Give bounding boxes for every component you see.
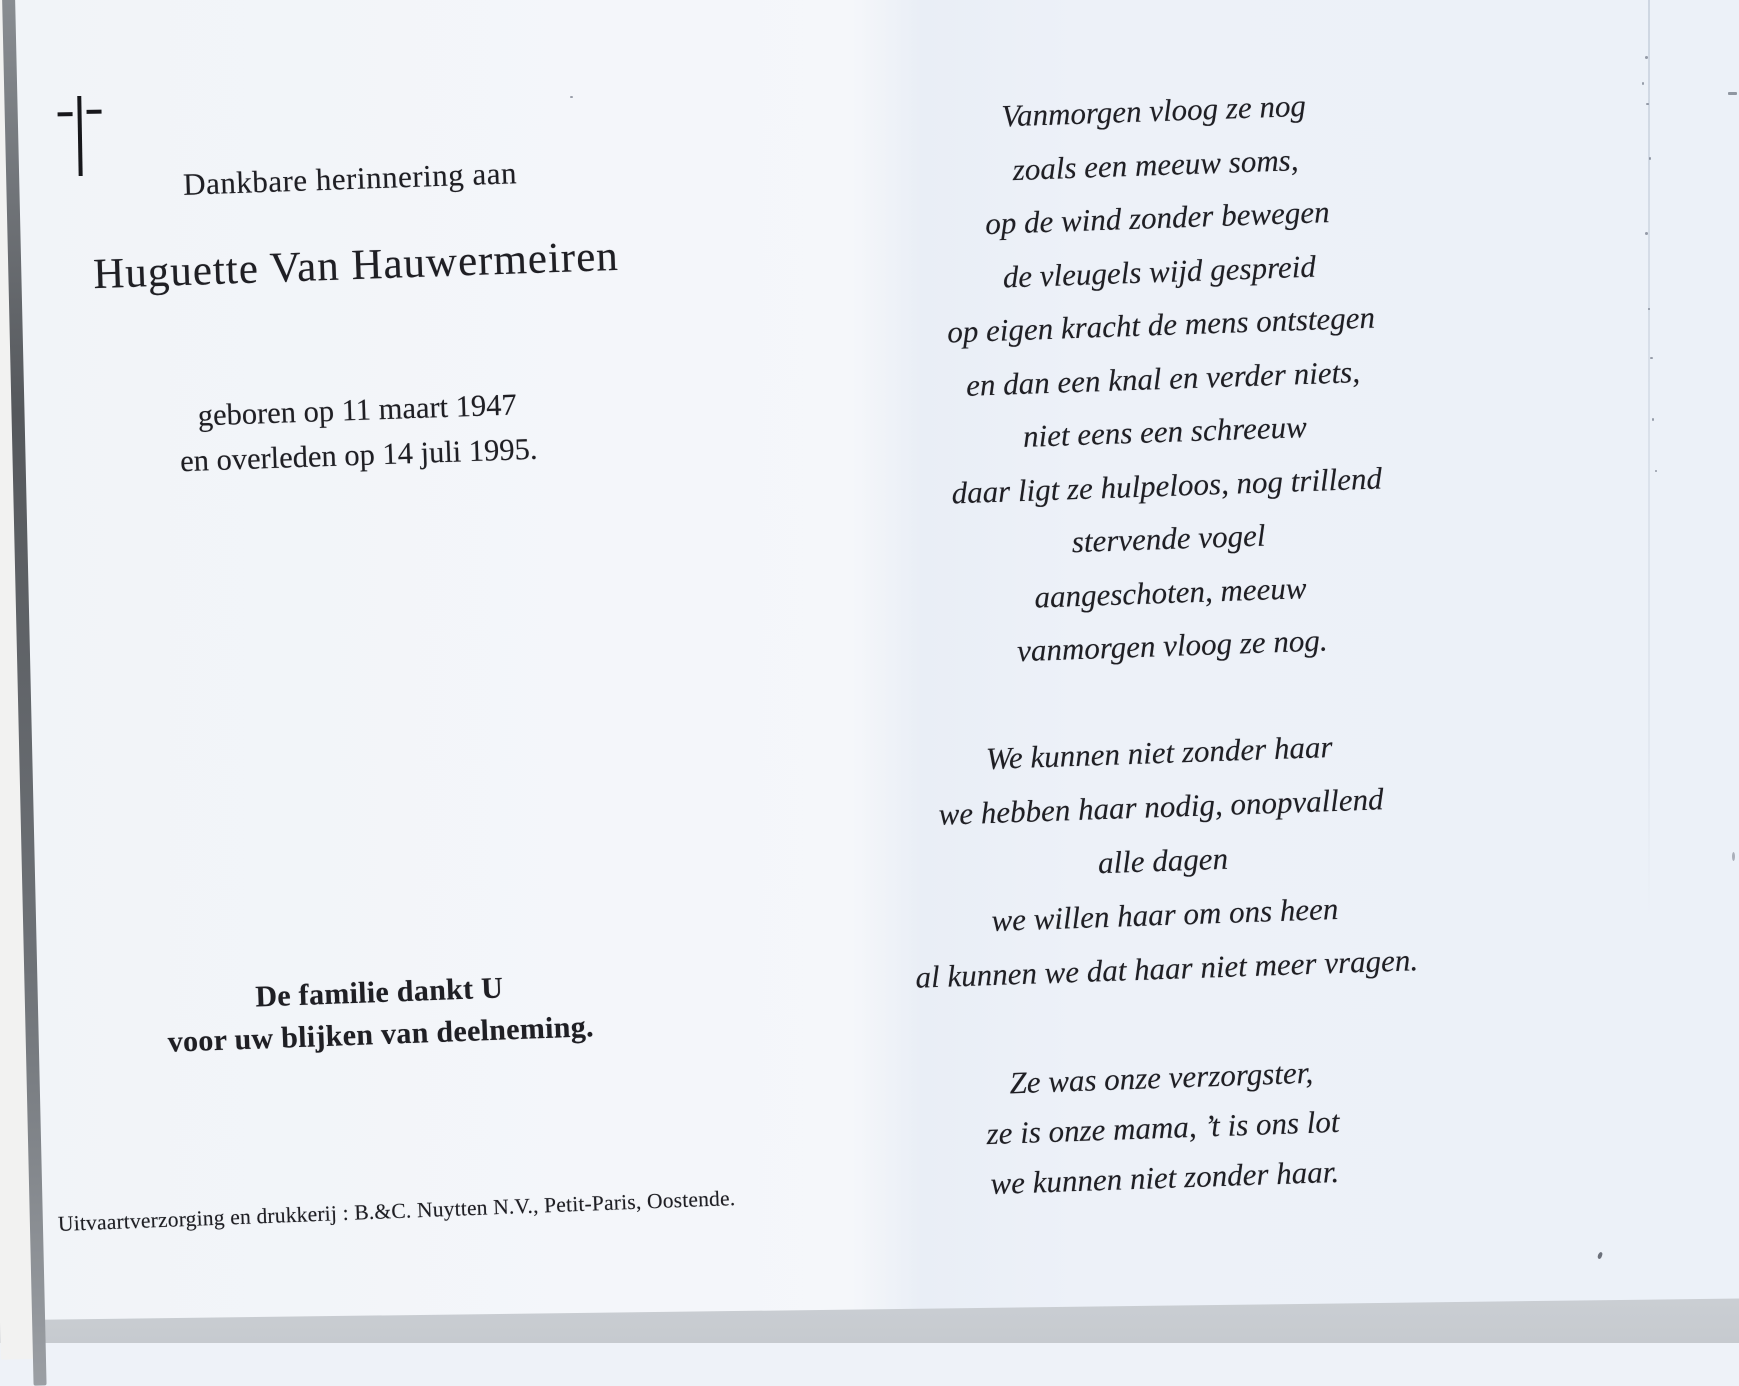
printer-credit-line: Uitvaartverzorging en drukkerij : B.&C. Nuytten N.V., Petit-Paris, Oostende. <box>57 1185 736 1236</box>
poem-line: we hebben haar nodig, onopvallend <box>938 781 1385 832</box>
dust-speck <box>1650 357 1653 359</box>
poem-stanza-1 <box>803 72 1523 685</box>
poem-line: op eigen kracht de mens ontstegen <box>946 299 1376 350</box>
poem-line: op de wind zonder bewegen <box>984 194 1331 242</box>
poem-line: stervende vogel <box>1071 517 1266 560</box>
deceased-name: Huguette Van Hauwermeiren <box>92 232 620 299</box>
edge-mark <box>1728 92 1737 95</box>
paper-crease <box>1648 0 1650 920</box>
poem-line: We kunnen niet zonder haar <box>985 729 1334 777</box>
cross-vertical-stroke <box>77 96 82 176</box>
dust-speck <box>570 96 573 98</box>
thanks-line-1: De familie dankt U <box>254 971 504 1014</box>
poem-line: zoals een meeuw soms, <box>1012 141 1299 187</box>
birth-date-line: geboren op 11 maart 1947 <box>197 387 518 433</box>
poem-line: al kunnen we dat haar niet meer vragen. <box>914 942 1419 995</box>
dedication-line: Dankbare herinnering aan <box>182 155 518 202</box>
poem-line: aangeschoten, meeuw <box>1033 569 1308 615</box>
poem-line: de vleugels wijd gespreid <box>1002 248 1317 295</box>
poem-line: we willen haar om ons heen <box>990 890 1339 939</box>
poem-stanza-3 <box>811 1041 1516 1215</box>
poem-line: daar ligt ze hulpeloos, nog trillend <box>950 459 1383 510</box>
poem-line: ze is onze mama, ’t is ons lot <box>985 1103 1341 1152</box>
dust-speck <box>1655 470 1657 472</box>
cross-left-arm <box>58 112 73 116</box>
poem-line: en dan een knal en verder niets, <box>965 353 1361 403</box>
dust-speck <box>1649 157 1651 160</box>
dust-speck <box>1645 56 1648 59</box>
cross-right-arm <box>87 110 102 114</box>
poem-line: niet eens een schreeuw <box>1022 409 1308 454</box>
poem-line: vanmorgen vloog ze nog. <box>1016 622 1329 669</box>
poem-line: Vanmorgen vloog ze nog <box>1000 87 1307 134</box>
poem-stanza-2 <box>809 714 1518 1008</box>
poem-line: alle dagen <box>1097 840 1229 881</box>
thanks-line-2: voor uw blijken van deelneming. <box>167 1010 595 1059</box>
dust-speck <box>1646 103 1649 105</box>
dust-speck <box>1648 308 1650 310</box>
poem-line: Ze was onze verzorgster, <box>1008 1054 1314 1101</box>
death-date-line: en overleden op 14 juli 1995. <box>179 431 538 479</box>
poem-line: we kunnen niet zonder haar. <box>989 1153 1340 1202</box>
dust-speck <box>1642 82 1644 85</box>
dust-speck <box>1652 418 1654 421</box>
dust-speck <box>1645 232 1648 235</box>
cross-icon <box>55 92 105 185</box>
edge-mark <box>1732 852 1735 861</box>
